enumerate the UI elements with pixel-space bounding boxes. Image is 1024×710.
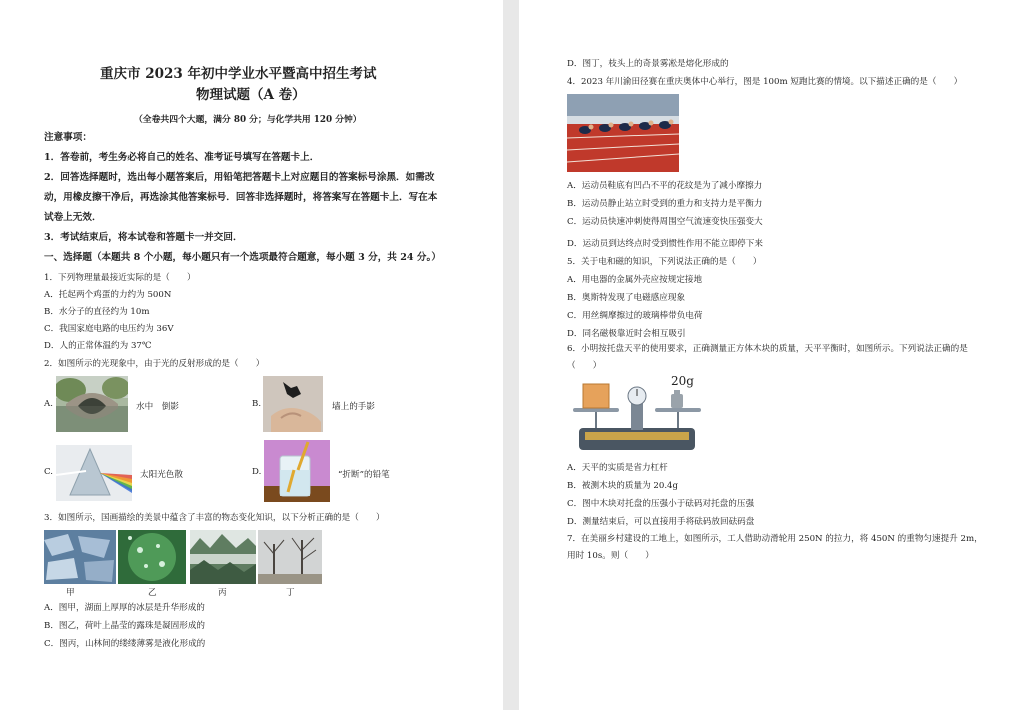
right-page (519, 0, 1024, 710)
q5-option-b: B．奥斯特发现了电磁感应现象 (567, 293, 686, 303)
q4-option-a: A．运动员鞋底有凹凸不平的花纹是为了减小摩擦力 (567, 181, 763, 191)
q6-option-d: D．测量结束后，可以直接用手将砝码放回砝码盘 (567, 517, 755, 527)
q2-option-c-label: C. (44, 467, 54, 477)
q1-option-a: A．托起两个鸡蛋的力约为 500N (44, 290, 172, 300)
q3-option-b: B．图乙，荷叶上晶莹的露珠是凝固形成的 (44, 621, 206, 631)
notice-item-1: 1．答卷前，考生务必将自己的姓名、准考证号填写在答题卡上． (44, 152, 320, 163)
q2-option-a-caption: 水中 倒影 (136, 402, 179, 412)
exam-subject-title: 物理试题（A 卷） (196, 87, 306, 103)
q5-option-a: A．用电器的金属外壳应按规定接地 (567, 275, 703, 285)
q5-stem: 5．关于电和磁的知识，下列说法正确的是（ ） (567, 257, 762, 267)
q5-option-c: C．用丝绸摩擦过的玻璃棒带负电荷 (567, 311, 703, 321)
q2-option-d-label: D. (252, 467, 262, 477)
rime-trees-image (258, 530, 322, 584)
q3-stem: 3．如图所示，国画描绘的美景中蕴含了丰富的物态变化知识，以下分析正确的是（ ） (44, 513, 385, 523)
q6-stem-line1: 6．小明按托盘天平的使用要求，正确测量正方体木块的质量，天平平衡时，如图所示。下列说法正确的是 (567, 344, 968, 354)
q2-option-b-caption: 墙上的手影 (332, 402, 375, 412)
notice-item-2-line1: 2．回答选择题时，选出每小题答案后，用铅笔把答题卡上对应题目的答案标号涂黑．如需改 (44, 172, 435, 183)
q1-option-b: B．水分子的直径约为 10m (44, 307, 150, 317)
q2-option-b-label: B. (252, 399, 262, 409)
q2-option-d-caption: “折断”的铅笔 (338, 470, 390, 480)
q3-caption-jia: 甲 (66, 588, 75, 598)
notice-item-2-line2: 动，用橡皮擦干净后，再选涂其他答案标号．回答非选择题时，将答案写在答题卡上．写在本 (44, 192, 438, 203)
q1-option-c: C．我国家庭电路的电压约为 36V (44, 324, 174, 334)
q6-stem-line2: （ ） (567, 361, 602, 371)
q4-option-c: C．运动员快速冲刺使得周围空气流速变快压强变大 (567, 217, 763, 227)
q4-option-d: D．运动员到达终点时受到惯性作用不能立即停下来 (567, 239, 763, 249)
notice-item-3: 3．考试结束后，将本试卷和答题卡一并交回． (44, 232, 243, 243)
q1-option-d: D．人的正常体温约为 37℃ (44, 341, 152, 351)
exam-title: 重庆市 2023 年初中学业水平暨高中招生考试 (100, 66, 377, 82)
q3-option-a: A．图甲，湖面上厚厚的冰层是升华形成的 (44, 603, 205, 613)
prism-dispersion-image (56, 445, 132, 501)
lotus-dew-image (118, 530, 186, 584)
q3-option-d: D．图丁，枝头上的奇景雾凇是熔化形成的 (567, 59, 729, 69)
q2-stem: 2．如图所示的光现象中，由于光的反射形成的是（ ） (44, 359, 265, 369)
q3-option-c: C．图丙，山林间的缕缕薄雾是液化形成的 (44, 639, 206, 649)
bridge-reflection-image (56, 376, 128, 432)
hand-shadow-image (263, 376, 323, 432)
q4-option-b: B．运动员静止站立时受到的重力和支持力是平衡力 (567, 199, 763, 209)
q6-option-b: B．被测木块的质量为 20.4g (567, 481, 679, 491)
notice-heading: 注意事项： (44, 132, 92, 143)
q6-option-a: A．天平的实质是省力杠杆 (567, 463, 668, 473)
notice-item-2-line3: 试卷上无效． (44, 212, 102, 223)
misty-forest-image (190, 530, 256, 584)
section-1-heading: 一、选择题（本题共 8 个小题，每小题只有一个选项最符合题意，每小题 3 分，共 24 分。） (44, 252, 441, 263)
left-page (0, 0, 503, 710)
q2-option-c-caption: 太阳光色散 (140, 470, 183, 480)
q1-stem: 1．下列物理量最接近实际的是（ ） (44, 273, 196, 283)
q3-caption-ding: 丁 (286, 588, 295, 598)
q3-caption-yi: 乙 (148, 588, 157, 598)
q2-option-a-label: A. (44, 399, 53, 409)
exam-info: （全卷共四个大题，满分 80 分；与化学共用 120 分钟） (134, 115, 362, 125)
bent-pencil-image (264, 440, 330, 502)
q3-caption-bing: 丙 (218, 588, 227, 598)
q5-option-d: D．同名磁极靠近时会相互吸引 (567, 329, 686, 339)
q4-stem: 4．2023 年川渝田径赛在重庆奥体中心举行，图是 100m 短跑比赛的情境。以下描述正确的是（ ） (567, 77, 963, 87)
ice-lake-image (44, 530, 116, 584)
q6-option-c: C．图中木块对托盘的压强小于砝码对托盘的压强 (567, 499, 755, 509)
q7-stem-line1: 7．在美丽乡村建设的工地上，如图所示，工人借助动滑轮用 250N 的拉力，将 450N 的重物匀速提升 2m， (567, 534, 983, 544)
weight-label: 20g (671, 374, 694, 388)
q7-stem-line2: 用时 10s。则（ ） (567, 551, 654, 561)
sprint-race-image (567, 94, 679, 172)
